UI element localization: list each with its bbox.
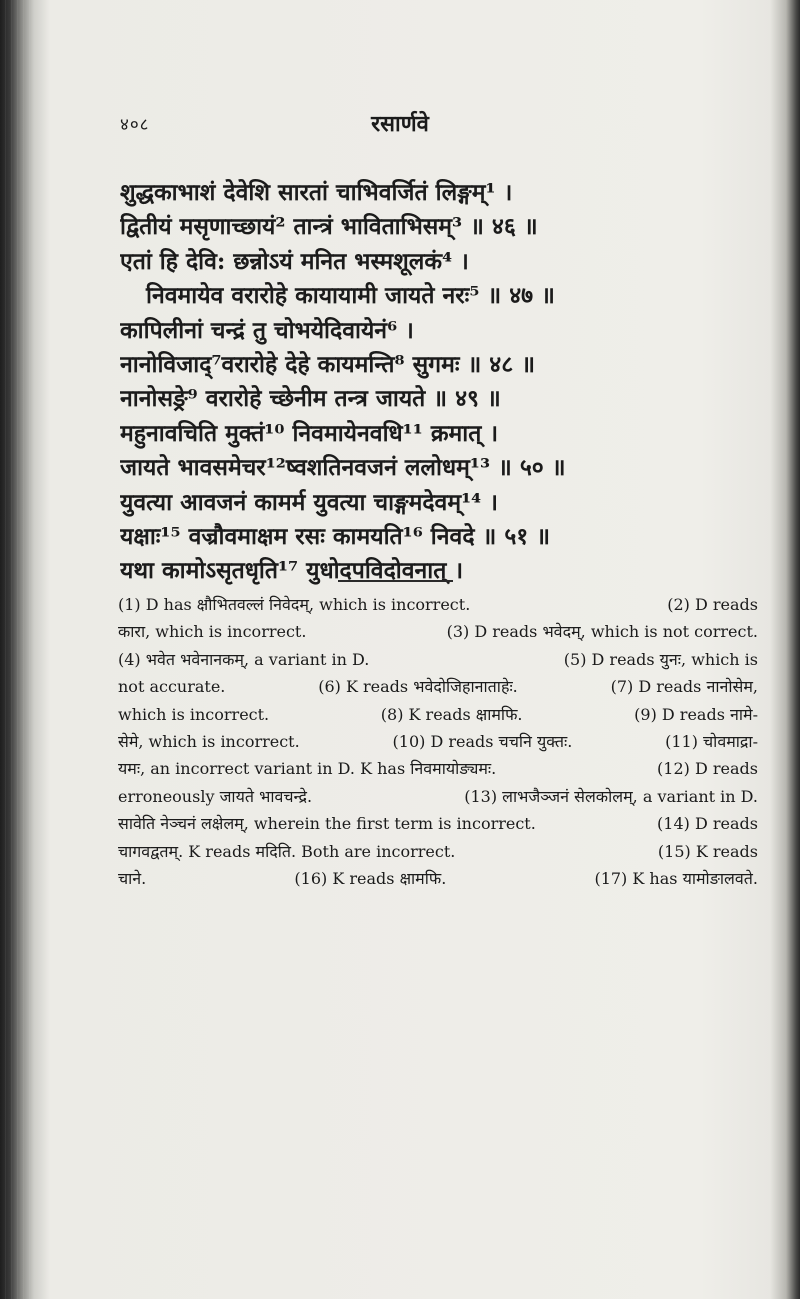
footnote-text: (6) K reads भवेदोजिहानाताहेः.	[318, 677, 518, 697]
running-title: रसार्णवे	[371, 111, 429, 137]
footnote-line	[118, 755, 758, 782]
footnote-line	[118, 646, 758, 673]
verse-block	[120, 176, 700, 589]
footnote-line	[118, 838, 758, 865]
verse-line: महुनावचिति मुक्तं¹⁰ निवमायेनवधि¹¹ क्रमात् ।	[120, 419, 499, 447]
footnote-text: (12) D reads	[657, 759, 758, 779]
binding-edge	[0, 0, 34, 1299]
footnote-text: (17) K has यामोङालवते.	[594, 868, 758, 888]
verse-line: नानोविजाद्⁷वरारोहे देहे कायमन्ति⁸ सुगमः ॥ ४८ ॥	[120, 350, 536, 378]
footnote-text: which is incorrect.	[118, 704, 270, 724]
footnote-line	[118, 618, 758, 645]
footnote-text: (14) D reads	[657, 814, 758, 834]
footnote-line	[118, 810, 758, 837]
footnote-separator	[338, 580, 453, 582]
footnote-text: सेमे, which is incorrect.	[118, 731, 300, 751]
footnotes-block	[118, 591, 758, 892]
footnote-line	[118, 865, 758, 892]
footnote-line	[118, 673, 758, 700]
footnote-text: (16) K reads क्षामफि.	[294, 868, 447, 888]
footnote-text: चागवद्वतम्. K reads मदिति. Both are incorrect.	[118, 841, 456, 861]
footnote-text: (4) भवेत भवेनानकम्, a variant in D.	[118, 649, 370, 669]
verse-line: कापिलीनां चन्द्रं तु चोभयेदिवायेनं⁶ ।	[120, 316, 414, 344]
page-header	[0, 112, 800, 152]
footnote-text: (1) D has क्षौभितवल्लं निवेदम्, which is incorrect.	[118, 595, 471, 614]
footnote-text: (11) चोवमाद्रा-	[665, 731, 758, 751]
footnote-text: (3) D reads भवेदम्, which is not correct.	[446, 622, 758, 642]
footnote-text: erroneously जायते भावचन्द्रे.	[118, 786, 313, 806]
footnote-text: यमः, an incorrect variant in D. K has निवमायोङ्यमः.	[118, 759, 497, 779]
footnote-text: (9) D reads नामे-	[634, 704, 758, 724]
page-number: ४०८	[120, 115, 150, 135]
verse-line: युवत्या आवजनं कामर्म युवत्या चाङ्गमदेवम्¹⁴ ।	[120, 488, 498, 516]
footnote-text: (10) D reads चचनि युक्तः.	[392, 731, 573, 751]
footnote-text: (15) K reads	[657, 841, 758, 861]
verse-line: एतां हि देवि: छन्नोऽयं मनित भस्मशूलकं⁴ ।	[120, 247, 469, 275]
footnote-text: (5) D reads युनः, which is	[563, 649, 758, 669]
verse-line: द्वितीयं मसृणाच्छायं² तान्त्रं भाविताभिसम्³ ॥ ४६ ॥	[120, 213, 538, 241]
footnote-text: (8) K reads क्षामफि.	[380, 704, 523, 724]
footnote-text: सावेति नेञ्चनं लक्षेलम्, wherein the first term is incorrect.	[118, 814, 536, 834]
verse-line: जायते भावसमेचर¹²ष्वशतिनवजनं ललोधम्¹³ ॥ ५० ॥	[120, 454, 566, 482]
footnote-text: (2) D reads	[667, 595, 758, 614]
footnote-line	[118, 591, 758, 618]
verse-line: निवमायेव वरारोहे कायायामी जायते नरः⁵ ॥ ४७ ॥	[146, 282, 555, 310]
footnote-line	[118, 783, 758, 810]
verse-line: शुद्धकाभाशं देवेशि सारतां चाभिवर्जितं लिङ्गम्¹ ।	[120, 179, 513, 206]
footnote-text: चाने.	[118, 868, 147, 888]
footnote-line	[118, 701, 758, 728]
footnote-text: (13) लाभजैञ्जनं सेलकोलम्, a variant in D.	[464, 786, 758, 806]
verse-line: नानोसङ्रे⁹ वरारोहे च्छेनीम तन्त्र जायते ॥ ४९ ॥	[120, 385, 501, 413]
footnote-text: not accurate.	[118, 677, 226, 697]
footnote-text: कारा, which is incorrect.	[118, 622, 307, 642]
verse-line: यथा कामोऽसृतधृति¹⁷ युधोदपविदोवनात् ।	[120, 557, 464, 585]
footnote-text: (7) D reads नानोसेम,	[610, 677, 758, 697]
verse-line: यक्षाः¹⁵ वज्रौवमाक्षम रसः कामयति¹⁶ निवदे ॥ ५१ ॥	[120, 522, 551, 550]
footnote-line	[118, 728, 758, 755]
